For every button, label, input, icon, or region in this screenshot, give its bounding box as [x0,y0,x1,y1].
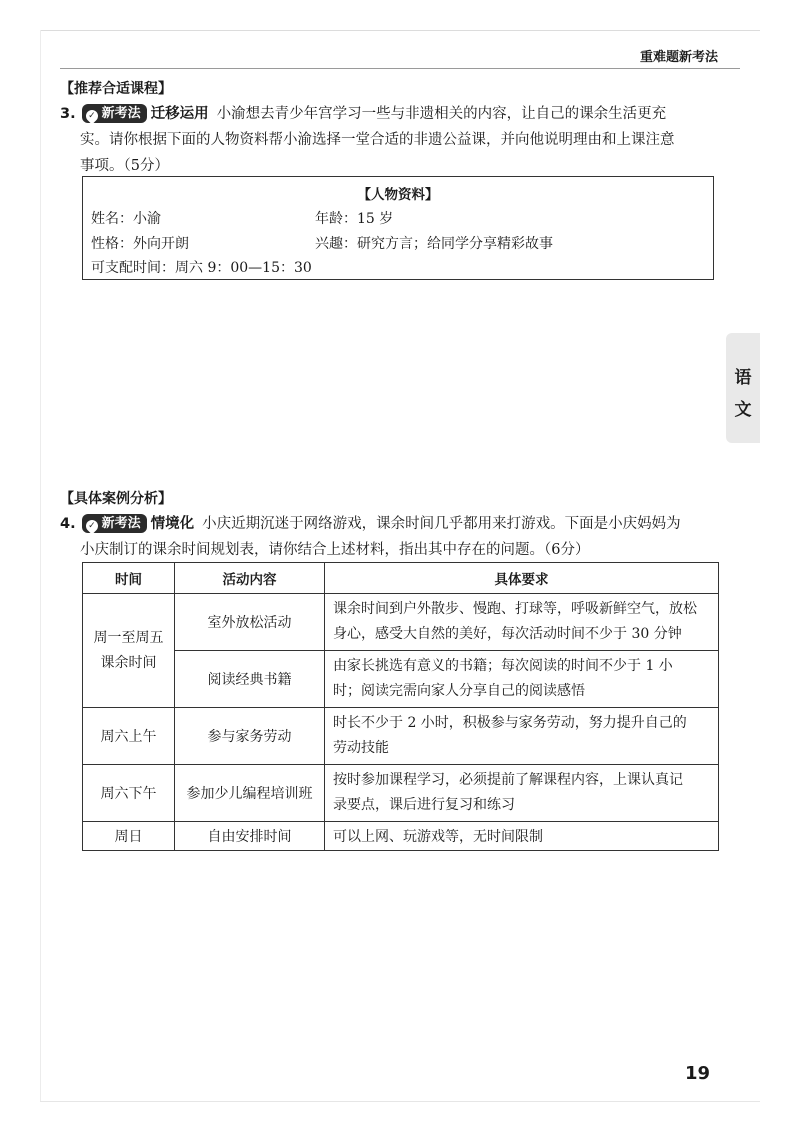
header-time: 时间 [83,563,175,594]
requirement-cell: 按时参加课程学习，必须提前了解课程内容，上课认真记 录要点，课后进行复习和练习 [325,765,719,822]
profile-time: 可支配时间：周六 9：00—15：30 [91,260,312,276]
activity-cell: 自由安排时间 [175,822,325,851]
profile-name: 姓名：小渝 [91,211,161,227]
question-number: 3. [60,106,76,122]
subject-side-tab [726,333,760,443]
table-header-row [83,563,719,594]
time-cell: 周日 [83,822,175,851]
question-text-line1: 小渝想去青少年宫学习一些与非遗相关的内容，让自己的课余生活更充 [216,106,667,122]
question-text-line3: 事项。（5分） [80,158,169,174]
page-border-left [40,30,41,1102]
table-row [83,765,719,822]
table-row [83,708,719,765]
header-activity: 活动内容 [175,563,325,594]
profile-box [82,176,714,280]
question-type: 情境化 [150,516,195,532]
running-header: 重难题新考法 [639,50,718,65]
question-text-line2: 小庆制订的课余时间规划表，请你结合上述材料，指出其中存在的问题。（6分） [80,542,590,558]
requirement-cell: 时长不少于 2 小时，积极参与家务劳动，努力提升自己的 劳动技能 [325,708,719,765]
profile-title: 【人物资料】 [357,187,439,203]
requirement-cell: 可以上网、玩游戏等，无时间限制 [325,822,719,851]
new-method-badge: ✓ 新考法 [82,514,147,533]
activity-cell: 阅读经典书籍 [175,651,325,708]
side-tab-char-1: 语 [734,368,752,388]
activity-cell: 参加少儿编程培训班 [175,765,325,822]
profile-age: 年龄：15 岁 [315,211,394,227]
requirement-cell: 由家长挑选有意义的书籍；每次阅读的时间不少于 1 小 时；阅读完需向家人分享自己的阅读感悟 [325,651,719,708]
header-rule [60,68,740,69]
header-requirements: 具体要求 [325,563,719,594]
new-method-badge: ✓ 新考法 [82,104,147,123]
question-text-line1: 小庆近期沉迷于网络游戏，课余时间几乎都用来打游戏。下面是小庆妈妈为 [202,516,681,532]
table-row [83,822,719,851]
time-cell: 周六下午 [83,765,175,822]
weekday-time-cell: 周一至周五课余时间 [83,594,175,708]
section-tag-recommend: 【推荐合适课程】 [60,81,172,97]
activity-cell: 室外放松活动 [175,594,325,651]
schedule-table [82,562,719,851]
activity-cell: 参与家务劳动 [175,708,325,765]
section-tag-case-analysis: 【具体案例分析】 [60,491,172,507]
question-type: 迁移运用 [150,106,209,122]
time-cell: 周六上午 [83,708,175,765]
profile-interest: 兴趣：研究方言；给同学分享精彩故事 [315,236,553,252]
page-number: 19 [684,1063,710,1084]
pin-icon: ✓ [83,518,100,535]
requirement-cell: 课余时间到户外散步、慢跑、打球等，呼吸新鲜空气，放松 身心，感受大自然的美好，每次活动时间不少于 30 分钟 [325,594,719,651]
question-text-line2: 实。请你根据下面的人物资料帮小渝选择一堂合适的非遗公益课，并向他说明理由和上课注意 [80,132,675,148]
pin-icon: ✓ [83,108,100,125]
question-number: 4. [60,516,76,532]
table-row [83,651,719,708]
page-border-bottom [40,1101,760,1102]
profile-personality: 性格：外向开朗 [91,236,189,252]
side-tab-char-2: 文 [734,400,752,420]
page-border-top [40,30,760,31]
question-3 [60,101,730,179]
question-4 [60,511,730,563]
table-row [83,594,719,651]
